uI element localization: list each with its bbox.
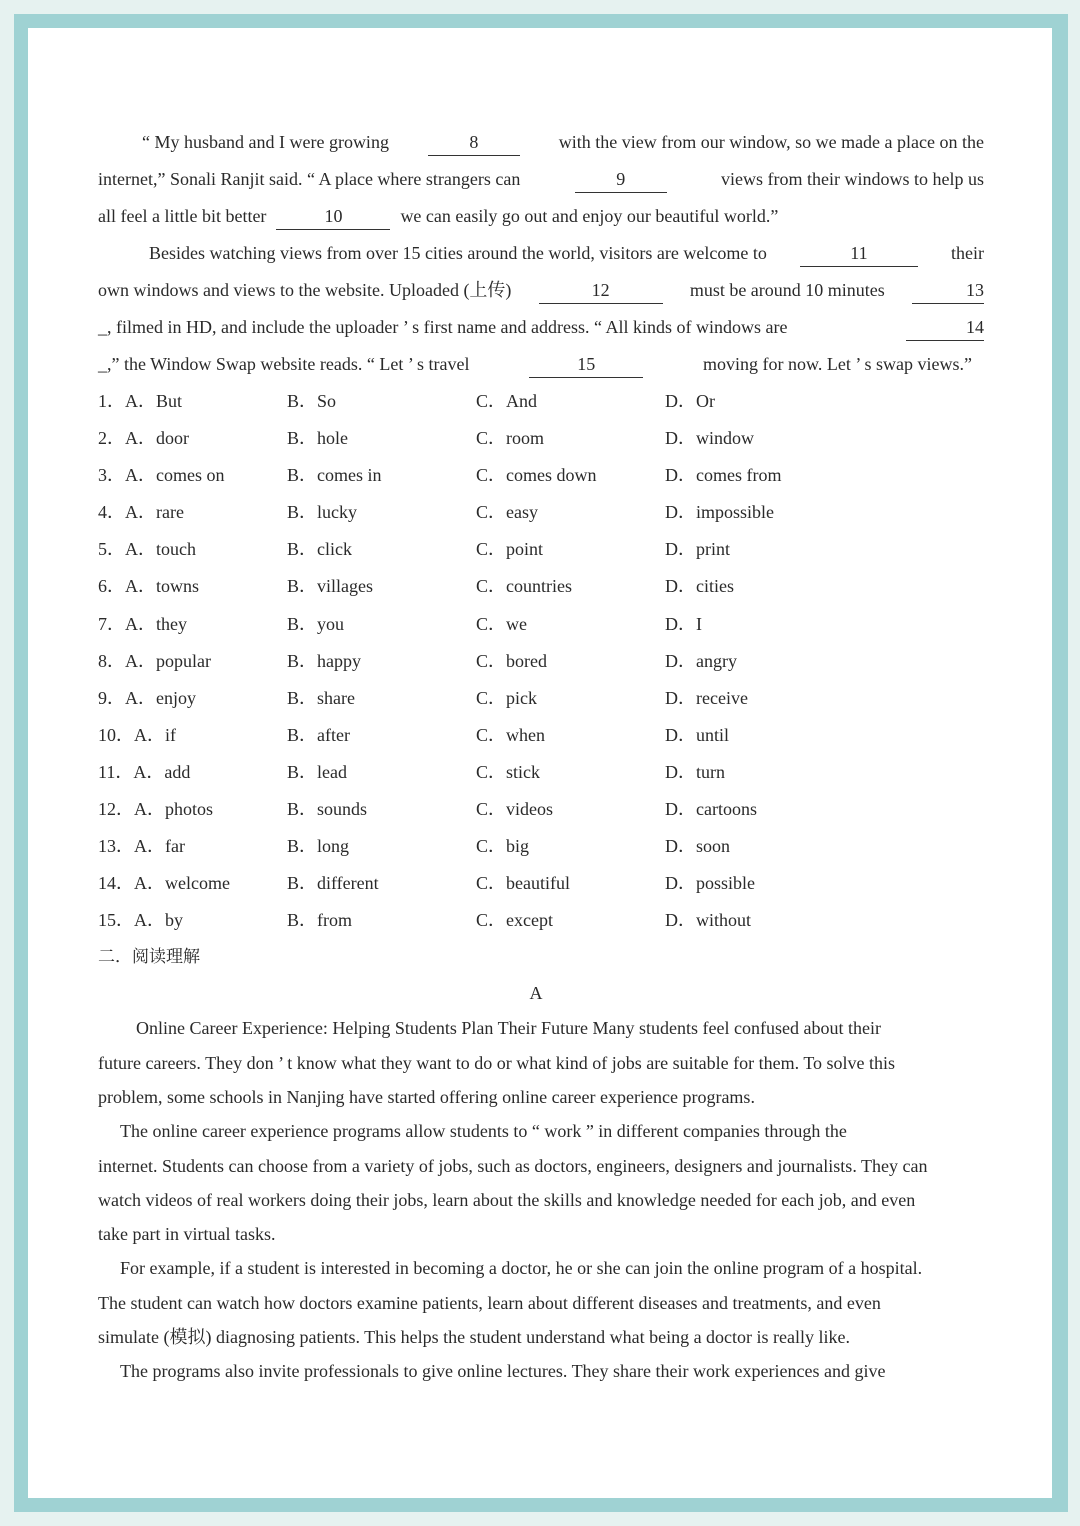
- option-a[interactable]: A．But: [125, 391, 183, 411]
- cloze-text: we can easily go out and enjoy our beautiful world.”: [400, 206, 779, 226]
- cloze-line-1: [98, 124, 984, 161]
- cloze-text: views from their windows to help us: [721, 169, 984, 189]
- option-b[interactable]: B．villages: [287, 576, 373, 597]
- question-number: 3．: [98, 465, 125, 486]
- option-c[interactable]: C．except: [476, 910, 553, 931]
- option-a[interactable]: A．towns: [125, 576, 200, 597]
- blank-14[interactable]: 14: [906, 314, 984, 341]
- cloze-line-7: [98, 346, 984, 383]
- option-b[interactable]: B．sounds: [287, 799, 368, 820]
- question-number: 2．: [98, 428, 125, 449]
- option-a[interactable]: A．rare: [125, 502, 184, 523]
- cloze-line-3: [98, 198, 984, 235]
- cloze-text: _,” the Window Swap website reads. “ Let ’ s travel: [98, 354, 470, 374]
- blank-13[interactable]: 13: [912, 277, 984, 304]
- option-c[interactable]: C．bored: [476, 650, 547, 671]
- option-b[interactable]: B．you: [287, 613, 345, 634]
- option-d[interactable]: D．print: [665, 539, 730, 560]
- blank-8[interactable]: 8: [428, 129, 520, 156]
- option-d[interactable]: D．window: [665, 428, 754, 449]
- passage-line: The online career experience programs allow students to “ work ” in different companies through the: [120, 1121, 847, 1142]
- cloze-line-6: [98, 309, 984, 346]
- option-b[interactable]: B．long: [287, 836, 350, 857]
- option-b[interactable]: B．comes in: [287, 465, 382, 486]
- cloze-text: Besides watching views from over 15 cities around the world, visitors are welcome to: [149, 243, 767, 263]
- blank-12[interactable]: 12: [539, 277, 663, 304]
- blank-15[interactable]: 15: [529, 351, 643, 378]
- passage-line: The programs also invite professionals to give online lectures. They share their work experiences and give: [120, 1361, 886, 1382]
- option-row-15: [98, 902, 984, 939]
- question-number: 1．: [98, 391, 125, 411]
- option-a[interactable]: A．comes on: [125, 465, 225, 486]
- passage-line: problem, some schools in Nanjing have started offering online career experience programs.: [98, 1087, 755, 1107]
- option-row-11: [98, 754, 984, 791]
- option-a[interactable]: A．they: [125, 613, 187, 634]
- option-c[interactable]: C．comes down: [476, 465, 597, 486]
- option-row-4: [98, 494, 984, 531]
- reading-passage: [98, 1011, 984, 1388]
- options-list: [98, 383, 984, 939]
- option-a[interactable]: A．enjoy: [125, 687, 196, 708]
- passage-line: simulate (模拟) diagnosing patients. This helps the student understand what being a doctor is really like.: [98, 1327, 851, 1348]
- option-row-7: [98, 606, 984, 643]
- question-number: 15．: [98, 910, 134, 931]
- option-d[interactable]: D．cartoons: [665, 799, 757, 820]
- question-number: 12．: [98, 799, 134, 820]
- option-b[interactable]: B．share: [287, 687, 355, 708]
- option-a[interactable]: A．if: [134, 724, 176, 745]
- option-a[interactable]: A．far: [134, 836, 185, 857]
- option-row-2: [98, 420, 984, 457]
- passage-line: internet. Students can choose from a variety of jobs, such as doctors, engineers, designers and journalists. They can: [98, 1155, 928, 1176]
- passage-line: For example, if a student is interested in becoming a doctor, he or she can join the online program of a hospital.: [120, 1258, 923, 1279]
- option-d[interactable]: D．turn: [665, 761, 725, 782]
- question-number: 4．: [98, 502, 125, 523]
- question-number: 13．: [98, 836, 134, 857]
- option-a[interactable]: A．photos: [134, 799, 214, 820]
- question-number: 14．: [98, 873, 134, 894]
- option-row-6: [98, 568, 984, 605]
- option-b[interactable]: B．click: [287, 539, 352, 560]
- option-c[interactable]: C．when: [476, 724, 545, 745]
- passage-line: take part in virtual tasks.: [98, 1224, 276, 1245]
- cloze-text: moving for now. Let ’ s swap views.”: [703, 354, 972, 374]
- option-a[interactable]: A．touch: [125, 539, 196, 560]
- cloze-text: with the view from our window, so we made a place on the: [558, 132, 984, 152]
- option-b[interactable]: B．from: [287, 910, 352, 931]
- passage-line: future careers. They don ’ t know what they want to do or what kind of jobs are suitable for them. To solve this: [98, 1052, 896, 1073]
- option-row-14: [98, 865, 984, 902]
- option-a[interactable]: A．door: [125, 428, 189, 449]
- option-row-10: [98, 717, 984, 754]
- option-d[interactable]: D．Or: [665, 391, 715, 411]
- question-number: 9．: [98, 687, 125, 708]
- option-d[interactable]: D．without: [665, 910, 752, 931]
- option-b[interactable]: B．lucky: [287, 502, 357, 523]
- option-b[interactable]: B．hole: [287, 428, 348, 449]
- option-c[interactable]: C．room: [476, 428, 545, 449]
- cloze-line-4: [98, 235, 984, 272]
- cloze-text: _, filmed in HD, and include the uploader ’ s first name and address. “ All kinds of windows are: [98, 317, 788, 337]
- option-c[interactable]: C．stick: [476, 761, 541, 782]
- question-number: 11．: [98, 761, 134, 782]
- option-row-5: [98, 531, 984, 568]
- option-c[interactable]: C．point: [476, 539, 544, 560]
- option-d[interactable]: D．cities: [665, 576, 734, 597]
- option-d[interactable]: D．receive: [665, 687, 748, 708]
- cloze-text: all feel a little bit better: [98, 206, 267, 226]
- option-c[interactable]: C．And: [476, 391, 538, 411]
- option-b[interactable]: B．after: [287, 724, 350, 745]
- cloze-text: their: [950, 243, 984, 263]
- option-row-13: [98, 828, 984, 865]
- cloze-line-5: [98, 272, 984, 309]
- passage-line: Online Career Experience: Helping Students Plan Their Future Many students feel confused about their: [136, 1018, 881, 1039]
- option-d[interactable]: D．impossible: [665, 502, 775, 523]
- option-d[interactable]: D．soon: [665, 836, 731, 857]
- passage-letter: A: [529, 983, 543, 1004]
- option-b[interactable]: B．So: [287, 391, 337, 411]
- option-c[interactable]: C．easy: [476, 502, 538, 523]
- cloze-text: must be around 10 minutes: [689, 280, 885, 300]
- cloze-text: internet,” Sonali Ranjit said. “ A place where strangers can: [98, 169, 521, 189]
- option-c[interactable]: C．beautiful: [476, 873, 570, 894]
- option-d[interactable]: D．I: [665, 613, 702, 634]
- option-d[interactable]: D．possible: [665, 873, 755, 894]
- option-c[interactable]: C．pick: [476, 687, 537, 708]
- blank-9[interactable]: 9: [575, 166, 667, 193]
- option-row-1: [98, 383, 984, 420]
- option-row-8: [98, 643, 984, 680]
- option-a[interactable]: A．add: [133, 761, 191, 782]
- option-b[interactable]: B．happy: [287, 650, 361, 671]
- question-number: 8．: [98, 650, 125, 671]
- cloze-passage: [98, 124, 984, 383]
- question-number: 10．: [98, 724, 134, 745]
- passage-line: watch videos of real workers doing their jobs, learn about the skills and knowledge needed for each job, and even: [98, 1189, 916, 1210]
- option-c[interactable]: C．videos: [476, 799, 554, 820]
- option-row-9: [98, 680, 984, 717]
- option-a[interactable]: A．by: [134, 910, 183, 931]
- option-b[interactable]: B．different: [287, 873, 379, 894]
- option-row-12: [98, 791, 984, 828]
- blank-10[interactable]: 10: [276, 203, 390, 230]
- cloze-text: “ My husband and I were growing: [142, 132, 389, 152]
- section-heading: 二．阅读理解: [98, 947, 200, 968]
- passage-line: The student can watch how doctors examine patients, learn about different diseases and treatments, and even: [98, 1292, 881, 1313]
- option-b[interactable]: B．lead: [287, 761, 347, 782]
- cloze-line-2: [98, 161, 984, 198]
- option-d[interactable]: D．angry: [665, 650, 737, 671]
- blank-11[interactable]: 11: [800, 240, 918, 267]
- option-c[interactable]: C．we: [476, 613, 527, 634]
- option-d[interactable]: D．comes from: [665, 465, 782, 486]
- option-d[interactable]: D．until: [665, 724, 730, 745]
- cloze-text: own windows and views to the website. Uploaded (上传): [98, 280, 512, 300]
- document-content: [98, 124, 984, 1389]
- option-c[interactable]: C．countries: [476, 576, 572, 597]
- option-row-3: [98, 457, 984, 494]
- option-a[interactable]: A．welcome: [134, 873, 230, 894]
- question-number: 5．: [98, 539, 125, 560]
- question-number: 7．: [98, 613, 125, 634]
- option-a[interactable]: A．popular: [125, 650, 211, 671]
- question-number: 6．: [98, 576, 125, 597]
- option-c[interactable]: C．big: [476, 836, 530, 857]
